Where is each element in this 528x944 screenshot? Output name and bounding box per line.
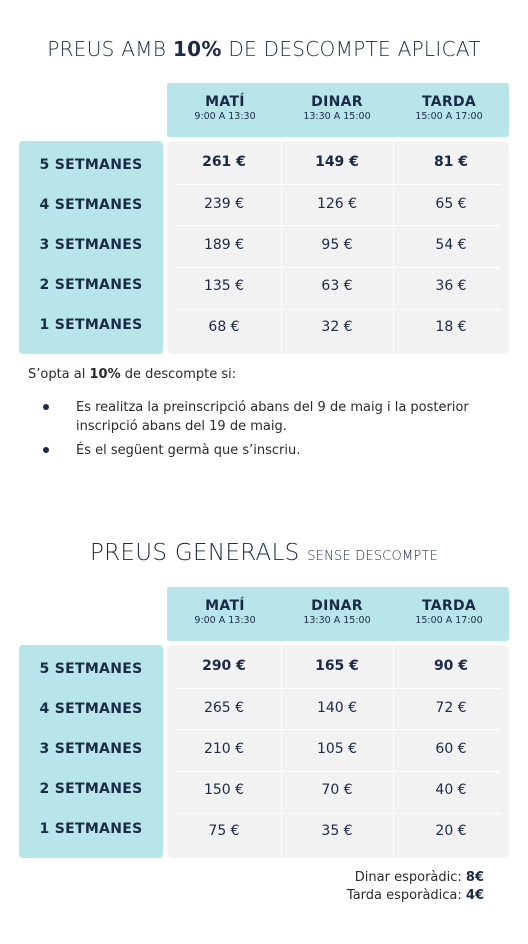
column-header-mati [170,587,280,641]
price-cell: 126 € [316,196,358,212]
sporadic-lunch-price [355,870,484,885]
general-price-grid [167,645,509,858]
column-hours: 13:30 A 15:00 [303,615,371,626]
condition-text: És el següent germà que s’inscriu. [76,443,301,458]
column-header-tarda [393,587,505,641]
column-hours: 15:00 A 17:00 [415,111,483,122]
sporadic-label: Tarda esporàdica: [346,888,466,903]
list-item [43,441,483,460]
title-subtitle: SENSE DESCOMPTE [307,549,439,564]
discount-prices-title [0,37,528,61]
general-table-header [167,587,509,641]
conditions-percent: 10% [89,367,121,382]
row-label-3-setmanes: 3 SETMANES [39,741,143,757]
price-cell: 63 € [321,278,353,294]
price-cell: 265 € [203,700,245,716]
discount-conditions-list [43,398,483,465]
column-name: TARDA [421,598,477,614]
row-label-2-setmanes: 2 SETMANES [39,277,143,293]
sporadic-price: 8€ [465,870,484,885]
column-name: MATÍ [205,94,245,110]
column-name: MATÍ [205,598,245,614]
column-header-mati [170,83,280,137]
discount-row-labels [19,141,163,354]
price-cell: 239 € [203,196,245,212]
price-cell: 18 € [435,319,467,335]
price-cell: 135 € [203,278,245,294]
price-cell: 140 € [316,700,358,716]
price-cell: 65 € [435,196,467,212]
price-cell: 36 € [435,278,467,294]
general-row-labels [19,645,163,858]
price-cell: 81 € [433,154,469,170]
price-cell: 165 € [315,658,359,674]
row-label-4-setmanes: 4 SETMANES [39,197,143,213]
column-hours: 15:00 A 17:00 [415,615,483,626]
title-discount-percent: 10% [172,37,222,61]
bullet-icon [43,404,49,410]
price-cell: 32 € [321,319,353,335]
price-cell: 189 € [203,237,245,253]
column-hours: 9:00 A 13:30 [194,615,256,626]
column-header-dinar [282,587,392,641]
general-prices-title [0,540,528,566]
sporadic-label: Dinar esporàdic: [354,870,466,885]
bullet-icon [43,447,49,453]
discount-conditions-intro [28,367,236,382]
title-prefix: PREUS AMB [47,37,173,61]
conditions-prefix: S’opta al [28,367,90,382]
price-cell: 290 € [202,658,246,674]
price-cell: 68 € [208,319,240,335]
price-cell: 75 € [208,823,240,839]
price-cell: 90 € [433,658,469,674]
conditions-suffix: de descompte si: [120,367,237,382]
price-cell: 149 € [315,154,359,170]
column-hours: 13:30 A 15:00 [303,111,371,122]
row-divider [175,813,501,814]
row-label-2-setmanes: 2 SETMANES [39,781,143,797]
price-cell: 40 € [435,782,467,798]
price-cell: 95 € [321,237,353,253]
row-label-1-setmanes: 1 SETMANES [39,821,143,837]
row-divider [175,267,501,268]
discount-price-grid [167,141,509,354]
column-hours: 9:00 A 13:30 [194,111,256,122]
discount-table-header [167,83,509,137]
price-cell: 105 € [316,741,358,757]
row-label-4-setmanes: 4 SETMANES [39,701,143,717]
row-label-1-setmanes: 1 SETMANES [39,317,143,333]
column-name: DINAR [311,94,363,110]
title-suffix: DE DESCOMPTE APLICAT [221,37,481,61]
row-label-3-setmanes: 3 SETMANES [39,237,143,253]
row-divider [175,688,501,689]
sporadic-afternoon-price [347,888,484,903]
row-divider [175,771,501,772]
row-divider [175,729,501,730]
column-name: DINAR [311,598,363,614]
sporadic-price: 4€ [465,888,484,903]
price-cell: 150 € [203,782,245,798]
row-divider [175,309,501,310]
price-cell: 35 € [321,823,353,839]
price-cell: 210 € [203,741,245,757]
price-cell: 261 € [202,154,246,170]
row-divider [175,225,501,226]
title-main: PREUS GENERALS [89,540,300,566]
list-item [43,398,483,436]
price-cell: 54 € [435,237,467,253]
price-cell: 70 € [321,782,353,798]
column-header-dinar [282,83,392,137]
row-label-5-setmanes: 5 SETMANES [39,157,143,173]
column-name: TARDA [421,94,477,110]
price-cell: 72 € [435,700,467,716]
row-divider [175,184,501,185]
price-cell: 60 € [435,741,467,757]
column-header-tarda [393,83,505,137]
price-cell: 20 € [435,823,467,839]
condition-text: Es realitza la preinscripció abans del 9 de maig i la posterior inscripció abans del 19 de maig. [76,400,469,434]
row-label-5-setmanes: 5 SETMANES [39,661,143,677]
